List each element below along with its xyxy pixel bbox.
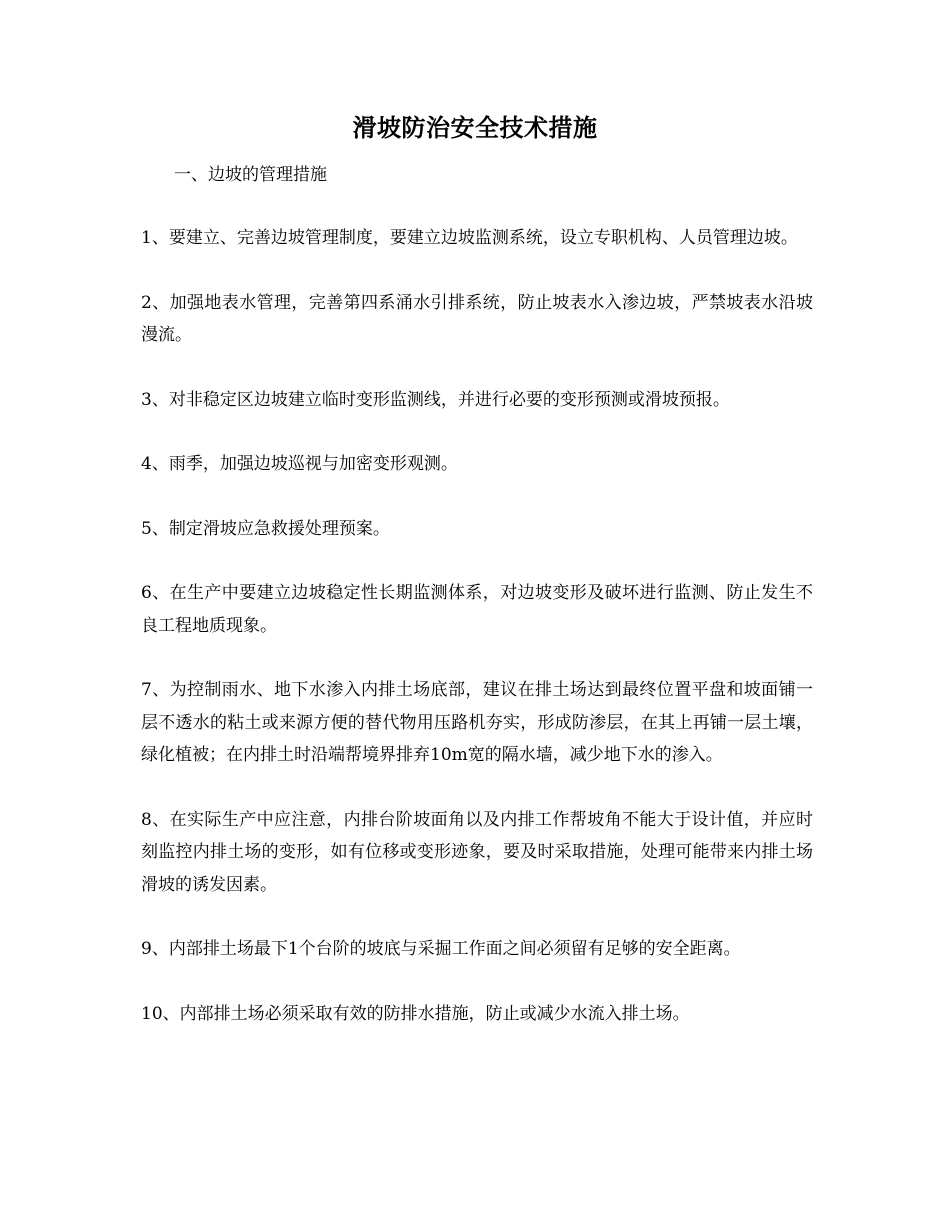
measure-item-3: 3、对非稳定区边坡建立临时变形监测线，并进行必要的变形预测或滑坡预报。 <box>141 389 730 410</box>
section-heading: 一、边坡的管理措施 <box>174 165 327 185</box>
measure-item-9: 9、内部排土场最下1个台阶的坡底与采掘工作面之间必须留有足够的安全距离。 <box>141 939 741 959</box>
measure-item-8: 8、在实际生产中应注意，内排台阶坡面角以及内排工作帮坡角不能大于设计值，并应时刻监控内排土场的变形，如有位移或变形迹象，要及时采取措施，处理可能带来内排土场滑坡的诱发因素。 <box>141 809 813 895</box>
measure-item-2: 2、加强地表水管理，完善第四系涌水引排系统，防止坡表水入渗边坡，严禁坡表水沿坡漫流。 <box>141 292 813 345</box>
measure-item-4: 4、雨季，加强边坡巡视与加密变形观测。 <box>141 454 458 474</box>
measures-list <box>141 222 813 1062</box>
measure-item-10: 10、内部排土场必须采取有效的防排水措施，防止或减少水流入排土场。 <box>141 1003 690 1024</box>
measure-item-7: 7、为控制雨水、地下水渗入内排土场底部，建议在排土场达到最终位置平盘和坡面铺一层不透水的粘土或来源方便的替代物用压路机夯实，形成防渗层，在其上再铺一层土壤，绿化植被；在内排土时沿端帮境界排弃10m宽的隔水墙，减少地下水的渗入。 <box>141 680 813 765</box>
measure-item-6: 6、在生产中要建立边坡稳定性长期监测体系，对边坡变形及破坏进行监测、防止发生不良工程地质现象。 <box>141 583 813 636</box>
document-title: 滑坡防治安全技术措施 <box>352 113 598 142</box>
measure-item-5: 5、制定滑坡应急救援处理预案。 <box>141 518 390 539</box>
measure-item-1: 1、要建立、完善边坡管理制度，要建立边坡监测系统，设立专职机构、人员管理边坡。 <box>141 228 798 248</box>
